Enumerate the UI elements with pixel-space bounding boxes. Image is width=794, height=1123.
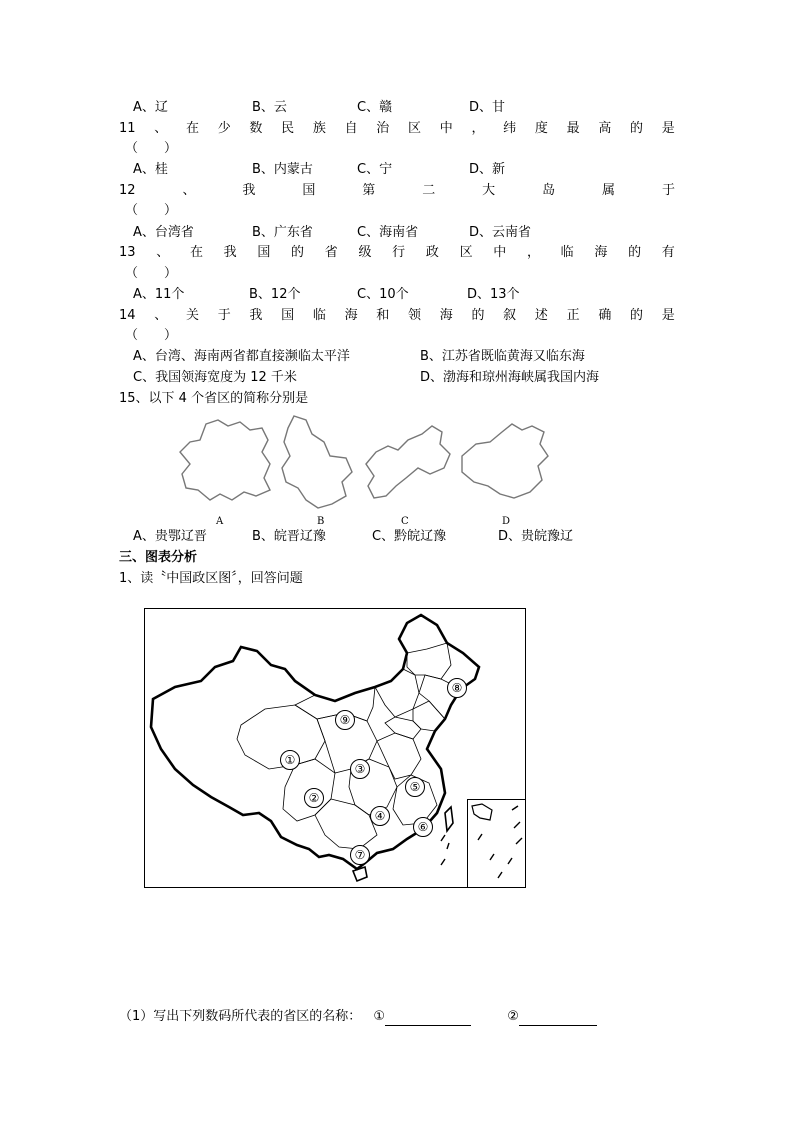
- q11-char: 、: [154, 121, 168, 136]
- q14-char: 海: [344, 308, 358, 323]
- q14-char: 、: [154, 308, 168, 323]
- marker-1: ①: [280, 750, 300, 770]
- q13-char: 中: [493, 245, 507, 260]
- q13-char: 临: [560, 245, 574, 260]
- q11-char: 是: [661, 121, 675, 136]
- marker-3: ③: [350, 759, 370, 779]
- q11-char: 中: [439, 121, 453, 136]
- q11-char: 少: [217, 121, 231, 136]
- q15-stem: 15、以下 4 个省区的简称分别是: [119, 391, 309, 406]
- q12-char: 第: [362, 183, 376, 198]
- q14-char: 于: [217, 308, 231, 323]
- q11-char: 族: [312, 121, 326, 136]
- q13-option-a: A、11个: [133, 287, 185, 302]
- q14-char: 和: [376, 308, 390, 323]
- q15-option-c: C、黔皖辽豫: [372, 529, 447, 544]
- q14-char: 关: [185, 308, 199, 323]
- q10-option-b: B、云: [252, 100, 287, 115]
- sub-question-text: （1）写出下列数码所代表的省区的名称：: [119, 1009, 362, 1024]
- marker-8: ⑧: [447, 678, 467, 698]
- q12-char: 二: [422, 183, 436, 198]
- q13-char: 省: [324, 245, 338, 260]
- q11-char: 的: [630, 121, 644, 136]
- q13-char: 海: [594, 245, 608, 260]
- q13-char: ，: [526, 245, 540, 260]
- q12-stem: [119, 182, 675, 200]
- q12-char: 国: [302, 183, 316, 198]
- q13-char: 我: [223, 245, 237, 260]
- province-shape-b: [282, 416, 352, 508]
- province-outlines: [170, 412, 560, 516]
- q12-option-c: C、海南省: [357, 225, 419, 240]
- q12-paren: （ ）: [125, 203, 178, 218]
- marker-4: ④: [370, 806, 390, 826]
- q12-option-d: D、云南省: [469, 225, 532, 240]
- q12-char: 大: [482, 183, 496, 198]
- q14-char: 14: [119, 308, 136, 323]
- south-sea-islands: [468, 800, 525, 887]
- q15-option-b: B、皖晋辽豫: [252, 529, 326, 544]
- marker-7: ⑦: [350, 845, 370, 865]
- q11-char: 纬: [503, 121, 517, 136]
- south-sea-inset: [467, 799, 526, 888]
- q14-char: 述: [534, 308, 548, 323]
- q11-char: 高: [598, 121, 612, 136]
- q15-option-a: A、贵鄂辽晋: [133, 529, 207, 544]
- q11-option-b: B、内蒙古: [252, 162, 313, 177]
- fig-label-b: B: [317, 516, 325, 527]
- q14-char: 临: [312, 308, 326, 323]
- q11-option-c: C、宁: [357, 162, 393, 177]
- q13-char: 政: [425, 245, 439, 260]
- q11-option-a: A、桂: [133, 162, 168, 177]
- sub-question-1: [119, 1008, 597, 1026]
- q14-option-d: D、渤海和琼州海峡属我国内海: [420, 370, 600, 385]
- q14-char: 海: [439, 308, 453, 323]
- q13-char: 级: [358, 245, 372, 260]
- province-shape-c: [366, 426, 450, 498]
- q13-char: 的: [291, 245, 305, 260]
- q13-char: 行: [392, 245, 406, 260]
- q12-char: 我: [242, 183, 256, 198]
- q12-char: 岛: [542, 183, 556, 198]
- marker-5: ⑤: [405, 777, 425, 797]
- province-shape-d: [462, 424, 548, 498]
- q11-char: 度: [534, 121, 548, 136]
- q13-char: 区: [459, 245, 473, 260]
- q11-option-d: D、新: [469, 162, 506, 177]
- marker-9: ⑨: [335, 710, 355, 730]
- blank-marker-1: ①: [373, 1009, 386, 1024]
- answer-blank-1[interactable]: [385, 1012, 471, 1026]
- q14-option-a: A、台湾、海南两省都直接濒临太平洋: [133, 349, 350, 364]
- q10-option-a: A、辽: [133, 100, 168, 115]
- q13-option-b: B、12个: [249, 287, 301, 302]
- q13-stem: [119, 244, 675, 262]
- q14-option-c: C、我国领海宽度为 12 千米: [133, 370, 297, 385]
- q11-char: 11: [119, 121, 136, 136]
- q12-char: 、: [182, 183, 196, 198]
- q12-char: 于: [661, 183, 675, 198]
- q11-char: 治: [376, 121, 390, 136]
- fig-label-a: A: [216, 516, 224, 527]
- q13-char: 有: [661, 245, 675, 260]
- q11-char: 最: [566, 121, 580, 136]
- q14-paren: （ ）: [125, 328, 178, 343]
- answer-blank-2[interactable]: [519, 1012, 597, 1026]
- fig-label-d: D: [502, 516, 511, 527]
- q15-option-d: D、贵皖豫辽: [498, 529, 574, 544]
- q13-char: 、: [156, 245, 170, 260]
- q14-option-b: B、江苏省既临黄海又临东海: [420, 349, 585, 364]
- q11-stem: [119, 120, 675, 138]
- blank-marker-2: ②: [507, 1009, 519, 1024]
- q11-char: 民: [281, 121, 295, 136]
- q14-char: 确: [598, 308, 612, 323]
- q14-char: 国: [281, 308, 295, 323]
- q14-char: 我: [249, 308, 263, 323]
- q11-char: 区: [408, 121, 422, 136]
- q11-paren: （ ）: [125, 141, 178, 156]
- q13-paren: （ ）: [125, 266, 178, 281]
- section-heading: 三、图表分析: [119, 550, 198, 565]
- fig-label-c: C: [401, 516, 409, 527]
- q13-char: 在: [189, 245, 203, 260]
- q13-char: 13: [119, 245, 136, 260]
- q14-char: 领: [408, 308, 422, 323]
- q13-char: 的: [628, 245, 642, 260]
- q12-char: 属: [602, 183, 616, 198]
- province-shape-a: [180, 420, 270, 500]
- q12-option-a: A、台湾省: [133, 225, 194, 240]
- q10-option-c: C、赣: [357, 100, 393, 115]
- q12-option-b: B、广东省: [252, 225, 313, 240]
- marker-2: ②: [304, 788, 324, 808]
- q14-char: 的: [630, 308, 644, 323]
- q10-option-d: D、甘: [469, 100, 506, 115]
- q14-char: 的: [471, 308, 485, 323]
- q12-char: 12: [119, 183, 136, 198]
- q11-char: 自: [344, 121, 358, 136]
- q11-char: 在: [185, 121, 199, 136]
- q11-char: 数: [249, 121, 263, 136]
- q14-stem: [119, 307, 675, 325]
- q14-char: 叙: [503, 308, 517, 323]
- q13-option-c: C、10个: [357, 287, 409, 302]
- q13-option-d: D、13个: [467, 287, 520, 302]
- q14-char: 是: [661, 308, 675, 323]
- q11-char: ，: [471, 121, 485, 136]
- marker-6: ⑥: [413, 817, 433, 837]
- q14-char: 正: [566, 308, 580, 323]
- q13-char: 国: [257, 245, 271, 260]
- section-q1: 1、读〝中国政区图〞，回答问题: [119, 571, 303, 586]
